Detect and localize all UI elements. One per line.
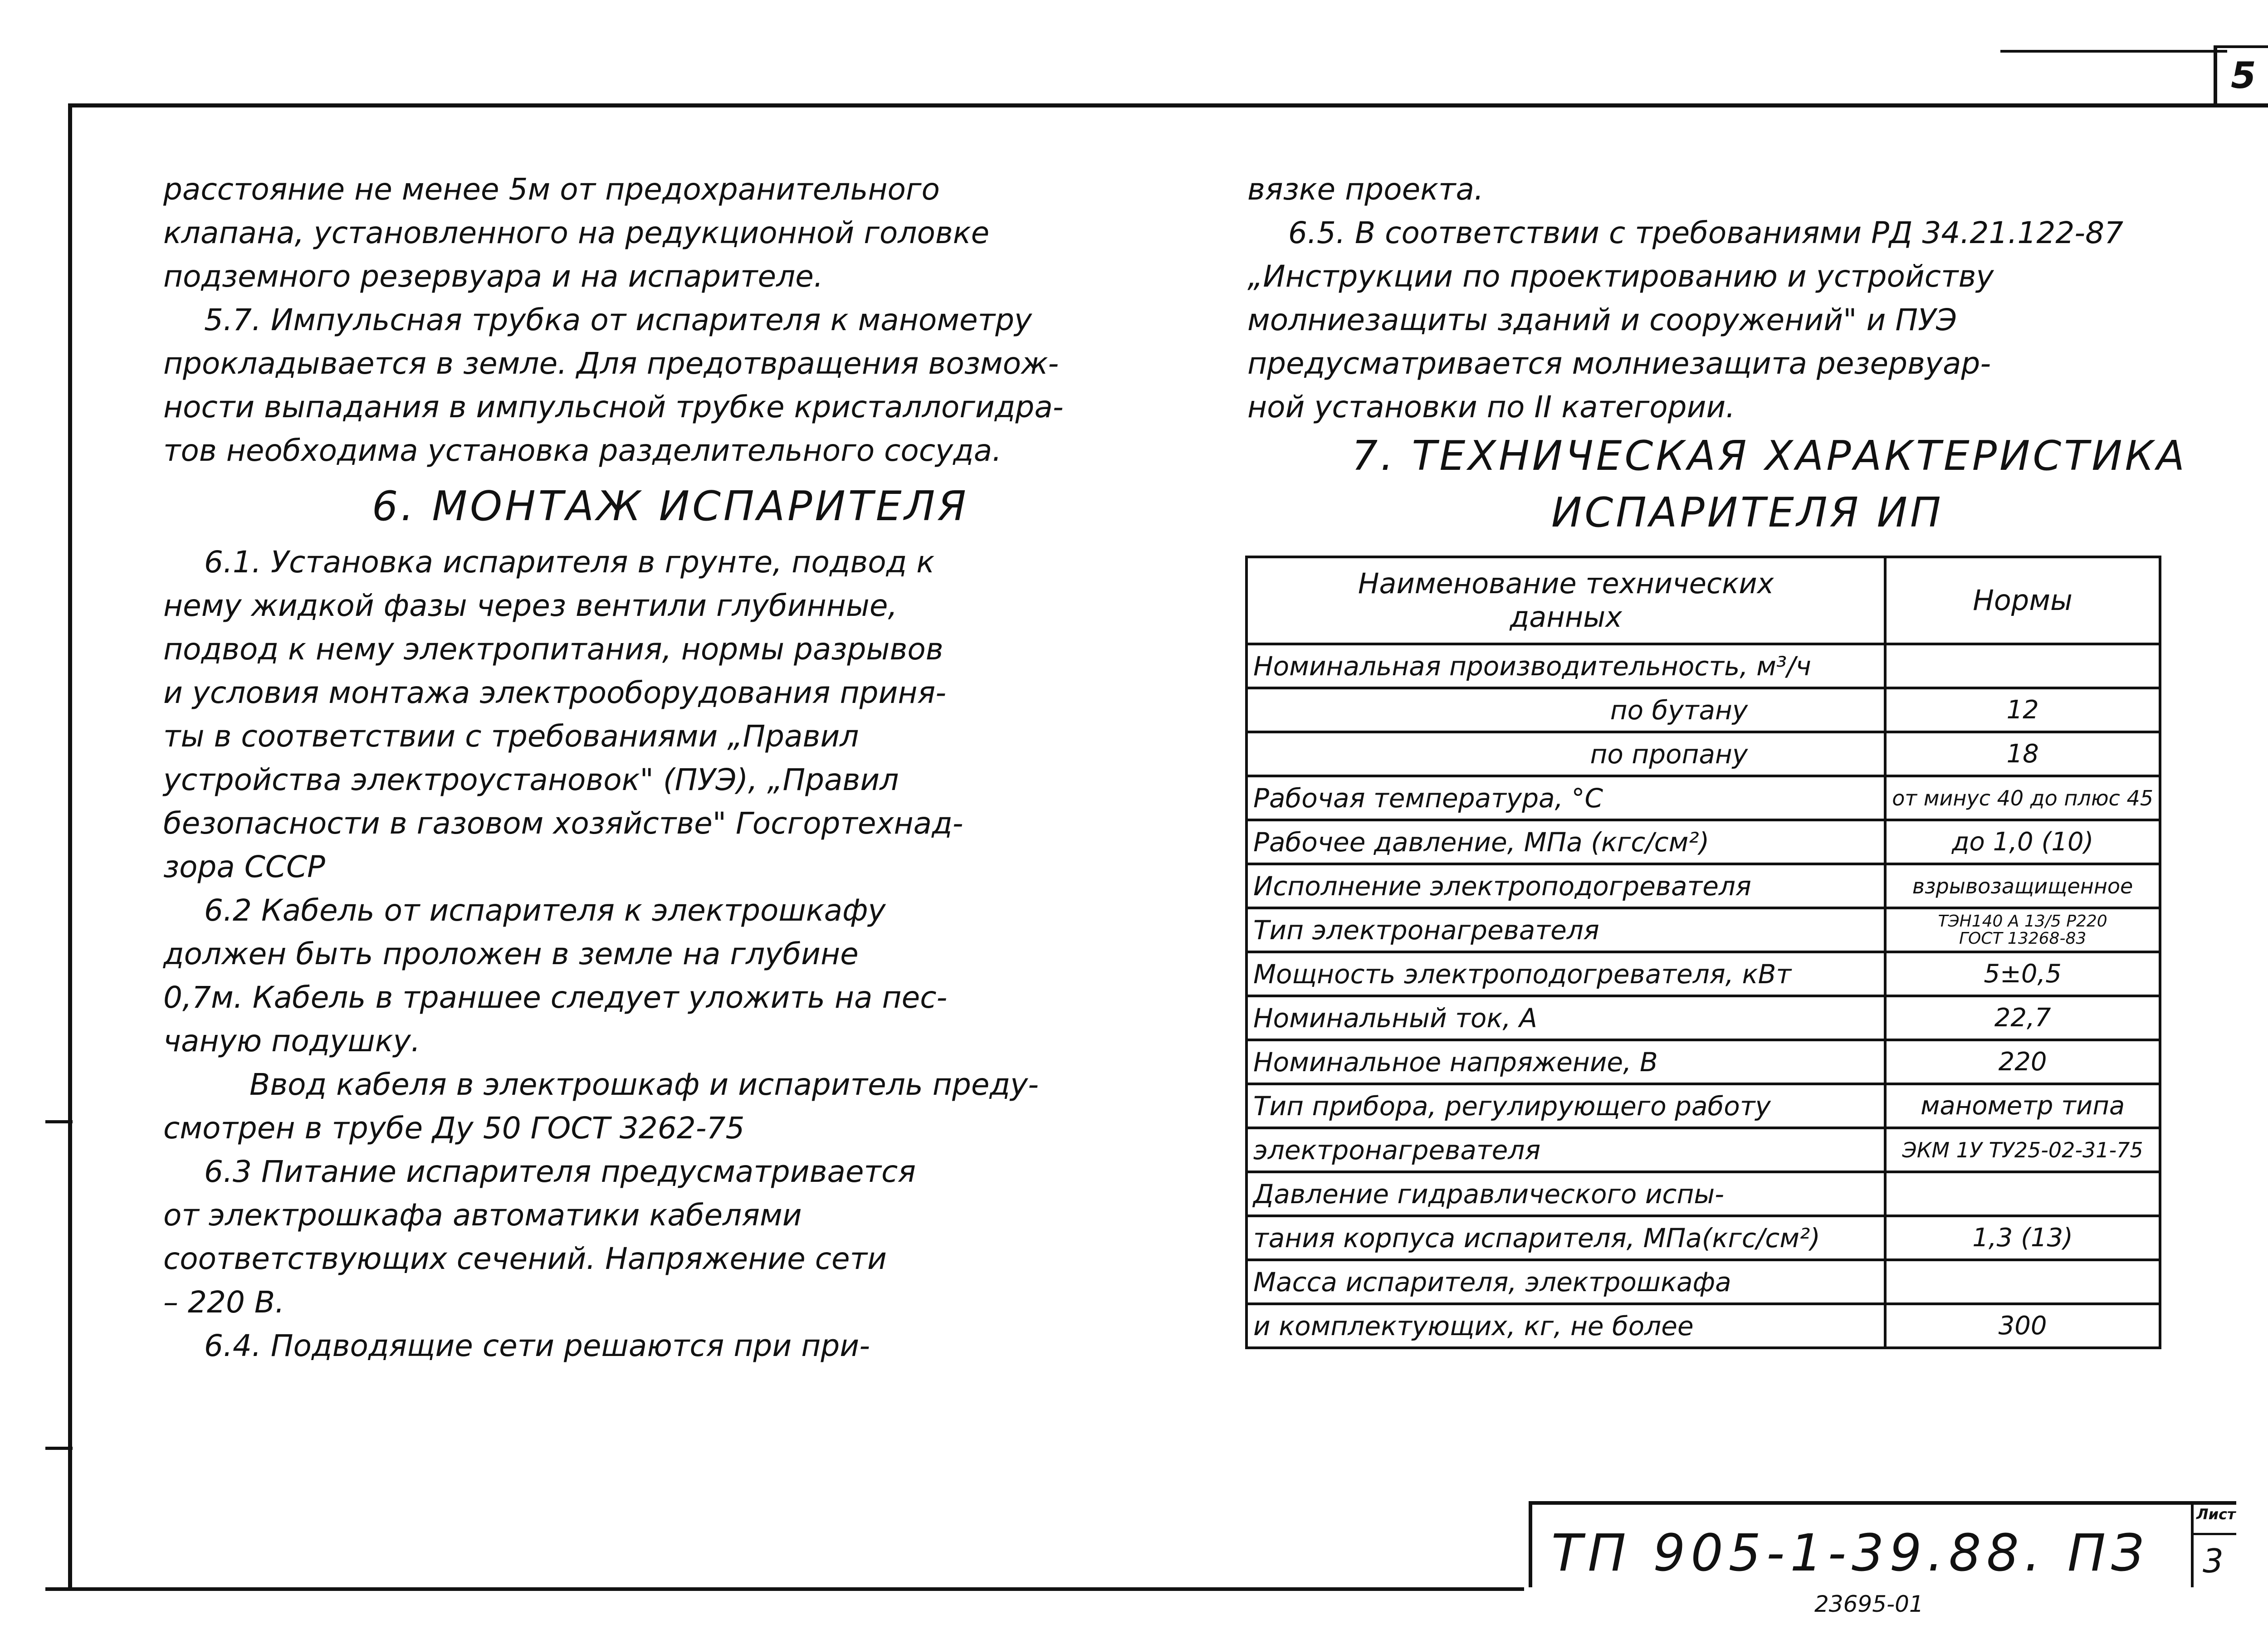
text-line: 0,7м. Кабель в траншее следует уложить на пес- <box>163 980 948 1015</box>
text-line: Ввод кабеля в электрошкаф и испаритель преду- <box>249 1067 1039 1102</box>
text-line: предусматривается молниезащита резервуар- <box>1247 346 1991 381</box>
text-line: тов необходима установка разделительного сосуда. <box>163 433 1002 468</box>
table-row: Исполнение электроподогревателя взрывозащищенное <box>1246 864 2160 908</box>
frame-top-border <box>68 103 2268 107</box>
section-heading-7: 7. ТЕХНИЧЕСКАЯ ХАРАКТЕРИСТИКА <box>1352 432 2187 480</box>
text-line: зора СССР <box>163 849 325 884</box>
text-line: от электрошкафа автоматики кабелями <box>163 1198 802 1233</box>
header-name-cell: Наименование технических данных <box>1246 557 1885 644</box>
text-line: „Инструкции по проектированию и устройству <box>1247 259 1994 294</box>
spec-table <box>1245 556 2161 1349</box>
header-value-cell: Нормы <box>1885 557 2160 644</box>
table-header-row <box>1246 557 2160 644</box>
table-row: Масса испарителя, электрошкафа <box>1246 1260 2160 1304</box>
text-line: прокладывается в земле. Для предотвращения возмож- <box>163 346 1059 381</box>
text-line: ной установки по II категории. <box>1247 390 1735 424</box>
section-heading-7-sub: ИСПАРИТЕЛЯ ИП <box>1551 489 1944 537</box>
text-line: соответствующих сечений. Напряжение сети <box>163 1241 887 1276</box>
text-line: и условия монтажа электрооборудования приня- <box>163 675 947 710</box>
text-line: 6.4. Подводящие сети решаются при при- <box>204 1328 870 1363</box>
table-row: Тип прибора, регулирующего работу манометр типа <box>1246 1084 2160 1128</box>
table-row: тания корпуса испарителя, МПа(кгс/см²) 1,3 (13) <box>1246 1216 2160 1260</box>
text-line: должен быть проложен в земле на глубине <box>163 937 859 971</box>
table-row: Номинальное напряжение, В 220 <box>1246 1040 2160 1084</box>
table-row: электронагревателя ЭКМ 1У ТУ25-02-31-75 <box>1246 1128 2160 1172</box>
table-row: и комплектующих, кг, не более 300 <box>1246 1304 2160 1348</box>
section-heading-6: 6. МОНТАЖ ИСПАРИТЕЛЯ <box>372 483 969 530</box>
text-line: молниезащиты зданий и сооружений" и ПУЭ <box>1247 302 1957 337</box>
text-line: подземного резервуара и на испарителе. <box>163 259 823 294</box>
sheet-number: 3 <box>2203 1542 2224 1580</box>
text-line: расстояние не менее 5м от предохранительного <box>163 172 940 207</box>
text-line: смотрен в трубе Ду 50 ГОСТ 3262-75 <box>163 1111 745 1146</box>
text-line: нему жидкой фазы через вентили глубинные, <box>163 588 898 623</box>
sheet-label: Лист <box>2196 1506 2236 1523</box>
text-line: подвод к нему электропитания, нормы разрывов <box>163 632 943 667</box>
table-row: Тип электронагревателя ТЭН140 А 13/5 Р220 ГОСТ 13268-83 <box>1246 908 2160 952</box>
corner-page-number: 5 <box>2231 54 2256 97</box>
text-line: 6.2 Кабель от испарителя к электрошкафу <box>204 893 886 928</box>
binding-mark <box>45 1447 73 1450</box>
left-text-column <box>163 168 1064 1368</box>
text-line: ности выпадания в импульсной трубке кристаллогидра- <box>163 390 1064 424</box>
table-row: Рабочее давление, МПа (кгс/см²) до 1,0 (10) <box>1246 820 2160 864</box>
text-line: ты в соответствии с требованиями „Правил <box>163 719 859 754</box>
table-row: по бутану 12 <box>1246 688 2160 732</box>
table-row: Рабочая температура, °С от минус 40 до плюс 45 <box>1246 776 2160 820</box>
text-line: 6.5. В соответствии с требованиями РД 34.21.122-87 <box>1288 215 2124 250</box>
text-line: клапана, установленного на редукционной головке <box>163 215 990 250</box>
corner-page-box <box>2214 45 2268 103</box>
text-line: – 220 В. <box>163 1285 285 1320</box>
frame-left-border <box>68 103 72 1591</box>
text-line: вязке проекта. <box>1247 172 1484 207</box>
text-line: безопасности в газовом хозяйстве" Госгортехнад- <box>163 806 963 841</box>
document-code: ТП 905-1-39.88. ПЗ <box>1551 1524 2149 1583</box>
archive-number: 23695-01 <box>1814 1591 1924 1617</box>
table-row: по пропану 18 <box>1246 732 2160 776</box>
text-line: устройства электроустановок" (ПУЭ), „Правил <box>163 762 899 797</box>
table-row: Номинальная производительность, м³/ч <box>1246 644 2160 688</box>
text-line: 6.3 Питание испарителя предусматривается <box>204 1154 916 1189</box>
frame-bottom-border <box>45 1587 1524 1591</box>
text-line: 6.1. Установка испарителя в грунте, подвод к <box>204 545 935 580</box>
text-line: 5.7. Импульсная трубка от испарителя к манометру <box>204 302 1032 337</box>
table-row: Мощность электроподогревателя, кВт 5±0,5 <box>1246 952 2160 996</box>
text-line: чаную подушку. <box>163 1024 420 1058</box>
binding-mark <box>45 1120 73 1123</box>
table-row: Номинальный ток, А 22,7 <box>1246 996 2160 1040</box>
right-text-column <box>1247 168 2187 542</box>
table-row: Давление гидравлического испы- <box>1246 1172 2160 1216</box>
top-tab-line <box>2000 50 2227 53</box>
sheet-box-divider <box>2191 1533 2236 1535</box>
